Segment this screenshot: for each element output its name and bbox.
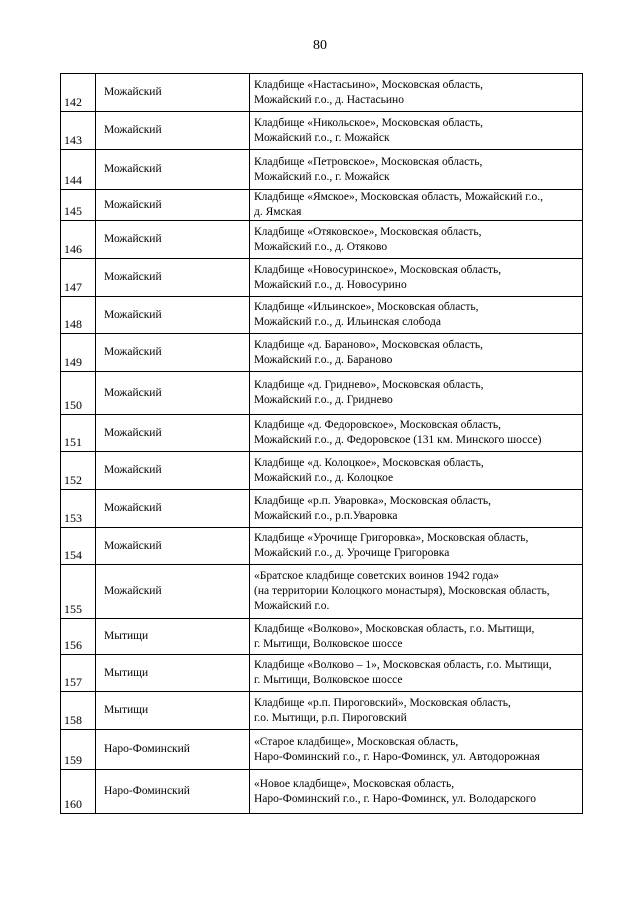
address-line: Можайский г.о., г. Можайск — [254, 170, 390, 183]
address-line: Можайский г.о., д. Настасьино — [254, 93, 404, 106]
page-number: 80 — [313, 38, 327, 53]
cemetery-address — [250, 619, 583, 655]
row-number: 155 — [61, 565, 96, 619]
district-name: Можайский — [96, 190, 250, 221]
address-line: Можайский г.о., р.п.Уваровка — [254, 509, 398, 522]
district-name: Наро-Фоминский — [96, 730, 250, 770]
district-name: Можайский — [96, 259, 250, 297]
address-line: г. Мытищи, Волковское шоссе — [254, 674, 403, 686]
table-row — [61, 334, 583, 372]
cemetery-address — [250, 452, 583, 490]
district-name: Можайский — [96, 528, 250, 565]
address-line: Кладбище «д. Бараново», Московская область, — [254, 338, 484, 351]
address-line: Кладбище «Никольское», Московская область, — [254, 116, 483, 129]
address-line: «Новое кладбище», Московская область, — [254, 777, 455, 790]
cemetery-address — [250, 259, 583, 297]
row-number: 158 — [61, 692, 96, 730]
table-body — [61, 74, 583, 814]
address-line: Кладбище «р.п. Пироговский», Московская область, — [254, 696, 511, 709]
table-row — [61, 150, 583, 190]
district-name: Мытищи — [96, 655, 250, 692]
row-number: 159 — [61, 730, 96, 770]
cemetery-address — [250, 112, 583, 150]
address-line: Наро-Фоминский г.о., г. Наро-Фоминск, ул. Володарского — [254, 792, 536, 805]
cemetery-address — [250, 692, 583, 730]
district-name: Можайский — [96, 452, 250, 490]
address-line: Можайский г.о., г. Можайск — [254, 131, 390, 144]
row-number: 148 — [61, 297, 96, 334]
cemetery-address — [250, 150, 583, 190]
address-line: Кладбище «Ильинское», Московская область, — [254, 301, 479, 313]
district-name: Можайский — [96, 415, 250, 452]
row-number: 149 — [61, 334, 96, 372]
table-row — [61, 74, 583, 112]
district-name: Мытищи — [96, 619, 250, 655]
address-line: Кладбище «р.п. Уваровка», Московская область, — [254, 494, 492, 507]
cemetery-address — [250, 297, 583, 334]
row-number: 143 — [61, 112, 96, 150]
cemetery-address — [250, 528, 583, 565]
cemetery-address — [250, 490, 583, 528]
row-number: 157 — [61, 655, 96, 692]
district-name: Можайский — [96, 490, 250, 528]
district-name: Мытищи — [96, 692, 250, 730]
row-number: 142 — [61, 74, 96, 112]
cemetery-address — [250, 415, 583, 452]
row-number: 153 — [61, 490, 96, 528]
address-line: Кладбище «Отяковское», Московская область, — [254, 225, 482, 238]
table-row — [61, 372, 583, 415]
cemetery-table — [60, 73, 583, 814]
table-row — [61, 259, 583, 297]
address-line: Наро-Фоминский г.о., г. Наро-Фоминск, ул. Автодорожная — [254, 750, 540, 763]
table-row — [61, 297, 583, 334]
row-number: 160 — [61, 770, 96, 814]
row-number: 152 — [61, 452, 96, 490]
district-name: Можайский — [96, 150, 250, 190]
district-name: Можайский — [96, 74, 250, 112]
cemetery-address — [250, 190, 583, 221]
district-name: Наро-Фоминский — [96, 770, 250, 814]
cemetery-address — [250, 334, 583, 372]
address-line: (на территории Колоцкого монастыря), Московская область, — [254, 585, 550, 597]
district-name: Можайский — [96, 372, 250, 415]
district-name: Можайский — [96, 112, 250, 150]
row-number: 147 — [61, 259, 96, 297]
address-line: Можайский г.о., д. Отяково — [254, 240, 388, 253]
table-row — [61, 415, 583, 452]
table-row — [61, 770, 583, 814]
table-row — [61, 221, 583, 259]
row-number: 145 — [61, 190, 96, 221]
address-line: Кладбище «Урочище Григоровка», Московская область, — [254, 532, 529, 544]
address-line: Кладбище «Волково – 1», Московская область, г.о. Мытищи, — [254, 659, 552, 671]
row-number: 144 — [61, 150, 96, 190]
table-row — [61, 528, 583, 565]
row-number: 156 — [61, 619, 96, 655]
address-line: Можайский г.о., д. Колоцкое — [254, 471, 394, 484]
address-line: Можайский г.о., д. Урочище Григоровка — [254, 547, 450, 559]
district-name: Можайский — [96, 221, 250, 259]
address-line: Кладбище «Петровское», Московская область, — [254, 155, 483, 168]
address-line: Можайский г.о., д. Бараново — [254, 353, 393, 366]
cemetery-address — [250, 565, 583, 619]
cemetery-address — [250, 730, 583, 770]
table-row — [61, 655, 583, 692]
district-name: Можайский — [96, 334, 250, 372]
table-row — [61, 565, 583, 619]
table-row — [61, 190, 583, 221]
cemetery-address — [250, 74, 583, 112]
row-number: 146 — [61, 221, 96, 259]
cemetery-address — [250, 221, 583, 259]
table-row — [61, 692, 583, 730]
table-row — [61, 490, 583, 528]
address-line: Кладбище «д. Колоцкое», Московская область, — [254, 456, 484, 469]
address-line: Кладбище «Ямское», Московская область, Можайский г.о., — [254, 191, 544, 203]
address-line: д. Ямская — [254, 206, 302, 218]
cemetery-address — [250, 372, 583, 415]
address-line: Кладбище «д. Федоровское», Московская область, — [254, 419, 502, 431]
row-number: 151 — [61, 415, 96, 452]
table-row — [61, 452, 583, 490]
address-line: Можайский г.о., д. Федоровское (131 км. Минского шоссе) — [254, 434, 542, 446]
cemetery-address — [250, 770, 583, 814]
address-line: Кладбище «д. Гриднево», Московская область, — [254, 379, 484, 391]
address-line: Можайский г.о., д. Новосурино — [254, 278, 407, 291]
row-number: 150 — [61, 372, 96, 415]
table-row — [61, 730, 583, 770]
address-line: «Братское кладбище советских воинов 1942 года» — [254, 570, 500, 582]
table-row — [61, 112, 583, 150]
address-line: Можайский г.о., д. Ильинская слобода — [254, 316, 441, 328]
address-line: Можайский г.о., д. Гриднево — [254, 394, 393, 406]
address-line: «Старое кладбище», Московская область, — [254, 735, 459, 748]
address-line: Кладбище «Настасьино», Московская область, — [254, 78, 484, 91]
address-line: г.о. Мытищи, р.п. Пироговский — [254, 711, 407, 724]
cemetery-address — [250, 655, 583, 692]
district-name: Можайский — [96, 565, 250, 619]
table-row — [61, 619, 583, 655]
district-name: Можайский — [96, 297, 250, 334]
address-line: Можайский г.о. — [254, 600, 330, 612]
address-line: г. Мытищи, Волковское шоссе — [254, 637, 403, 650]
address-line: Кладбище «Новосуринское», Московская область, — [254, 263, 502, 276]
row-number: 154 — [61, 528, 96, 565]
address-line: Кладбище «Волково», Московская область, г.о. Мытищи, — [254, 622, 535, 635]
